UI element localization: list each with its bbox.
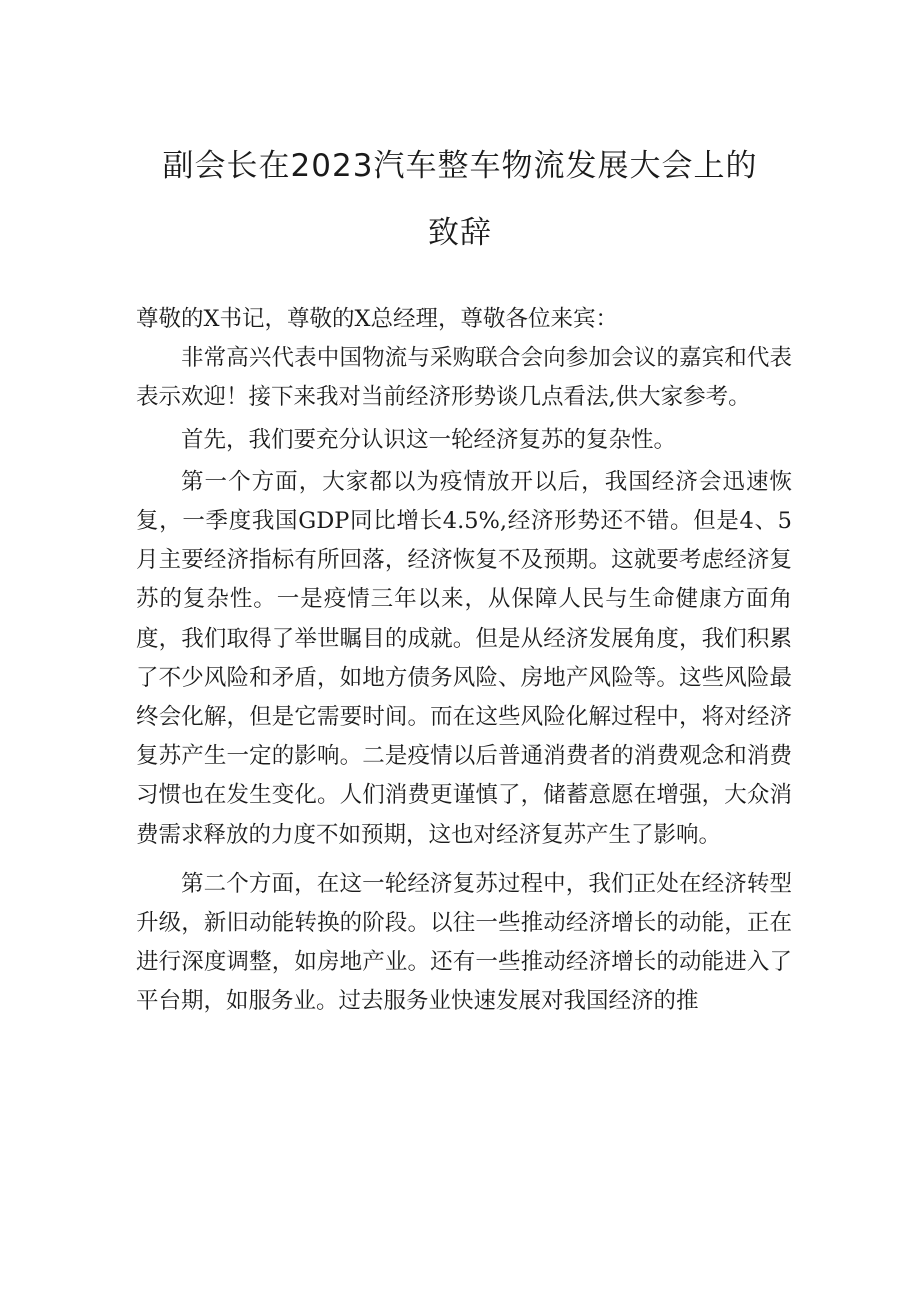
paragraph-aspect-one: 第一个方面，大家都以为疫情放开以后，我国经济会迅速恢复，一季度我国GDP同比增长4.5%,经济形势还不错。但是4、5月主要经济指标有所回落，经济恢复不及预期。这就要考虑经济复苏的复杂性。一是疫情三年以来，从保障人民与生命健康方面角度，我们取得了举世瞩目的成就。但是从经济发展角度，我们积累了不少风险和矛盾，如地方债务风险、房地产风险等。这些风险最终会化解，但是它需要时间。而在这些风险化解过程中，将对经济复苏产生一定的影响。二是疫情以后普通消费者的消费观念和消费习惯也在发生变化。人们消费更谨慎了，储蓄意愿在增强，大众消费需求释放的力度不如预期，这也对经济复苏产生了影响。	[136, 468, 792, 848]
salutation: 尊敬的X书记，尊敬的X总经理，尊敬各位来宾：	[136, 306, 619, 332]
document-title-line-2: 致辞	[428, 215, 492, 251]
document-title-line-1: 副会长在2023汽车整车物流发展大会上的	[162, 148, 758, 184]
paragraph-welcome: 非常高兴代表中国物流与采购联合会向参加会议的嘉宾和代表表示欢迎！接下来我对当前经济形势谈几点看法,供大家参考。	[136, 345, 792, 411]
paragraph-first-point: 首先，我们要充分认识这一轮经济复苏的复杂性。	[181, 426, 677, 453]
document-body	[136, 300, 792, 1022]
paragraph-aspect-two: 第二个方面，在这一轮经济复苏过程中，我们正处在经济转型升级，新旧动能转换的阶段。以往一些推动经济增长的动能，正在进行深度调整，如房地产业。还有一些推动经济增长的动能进入了平台期，如服务业。过去服务业快速发展对我国经济的推	[136, 870, 792, 1015]
